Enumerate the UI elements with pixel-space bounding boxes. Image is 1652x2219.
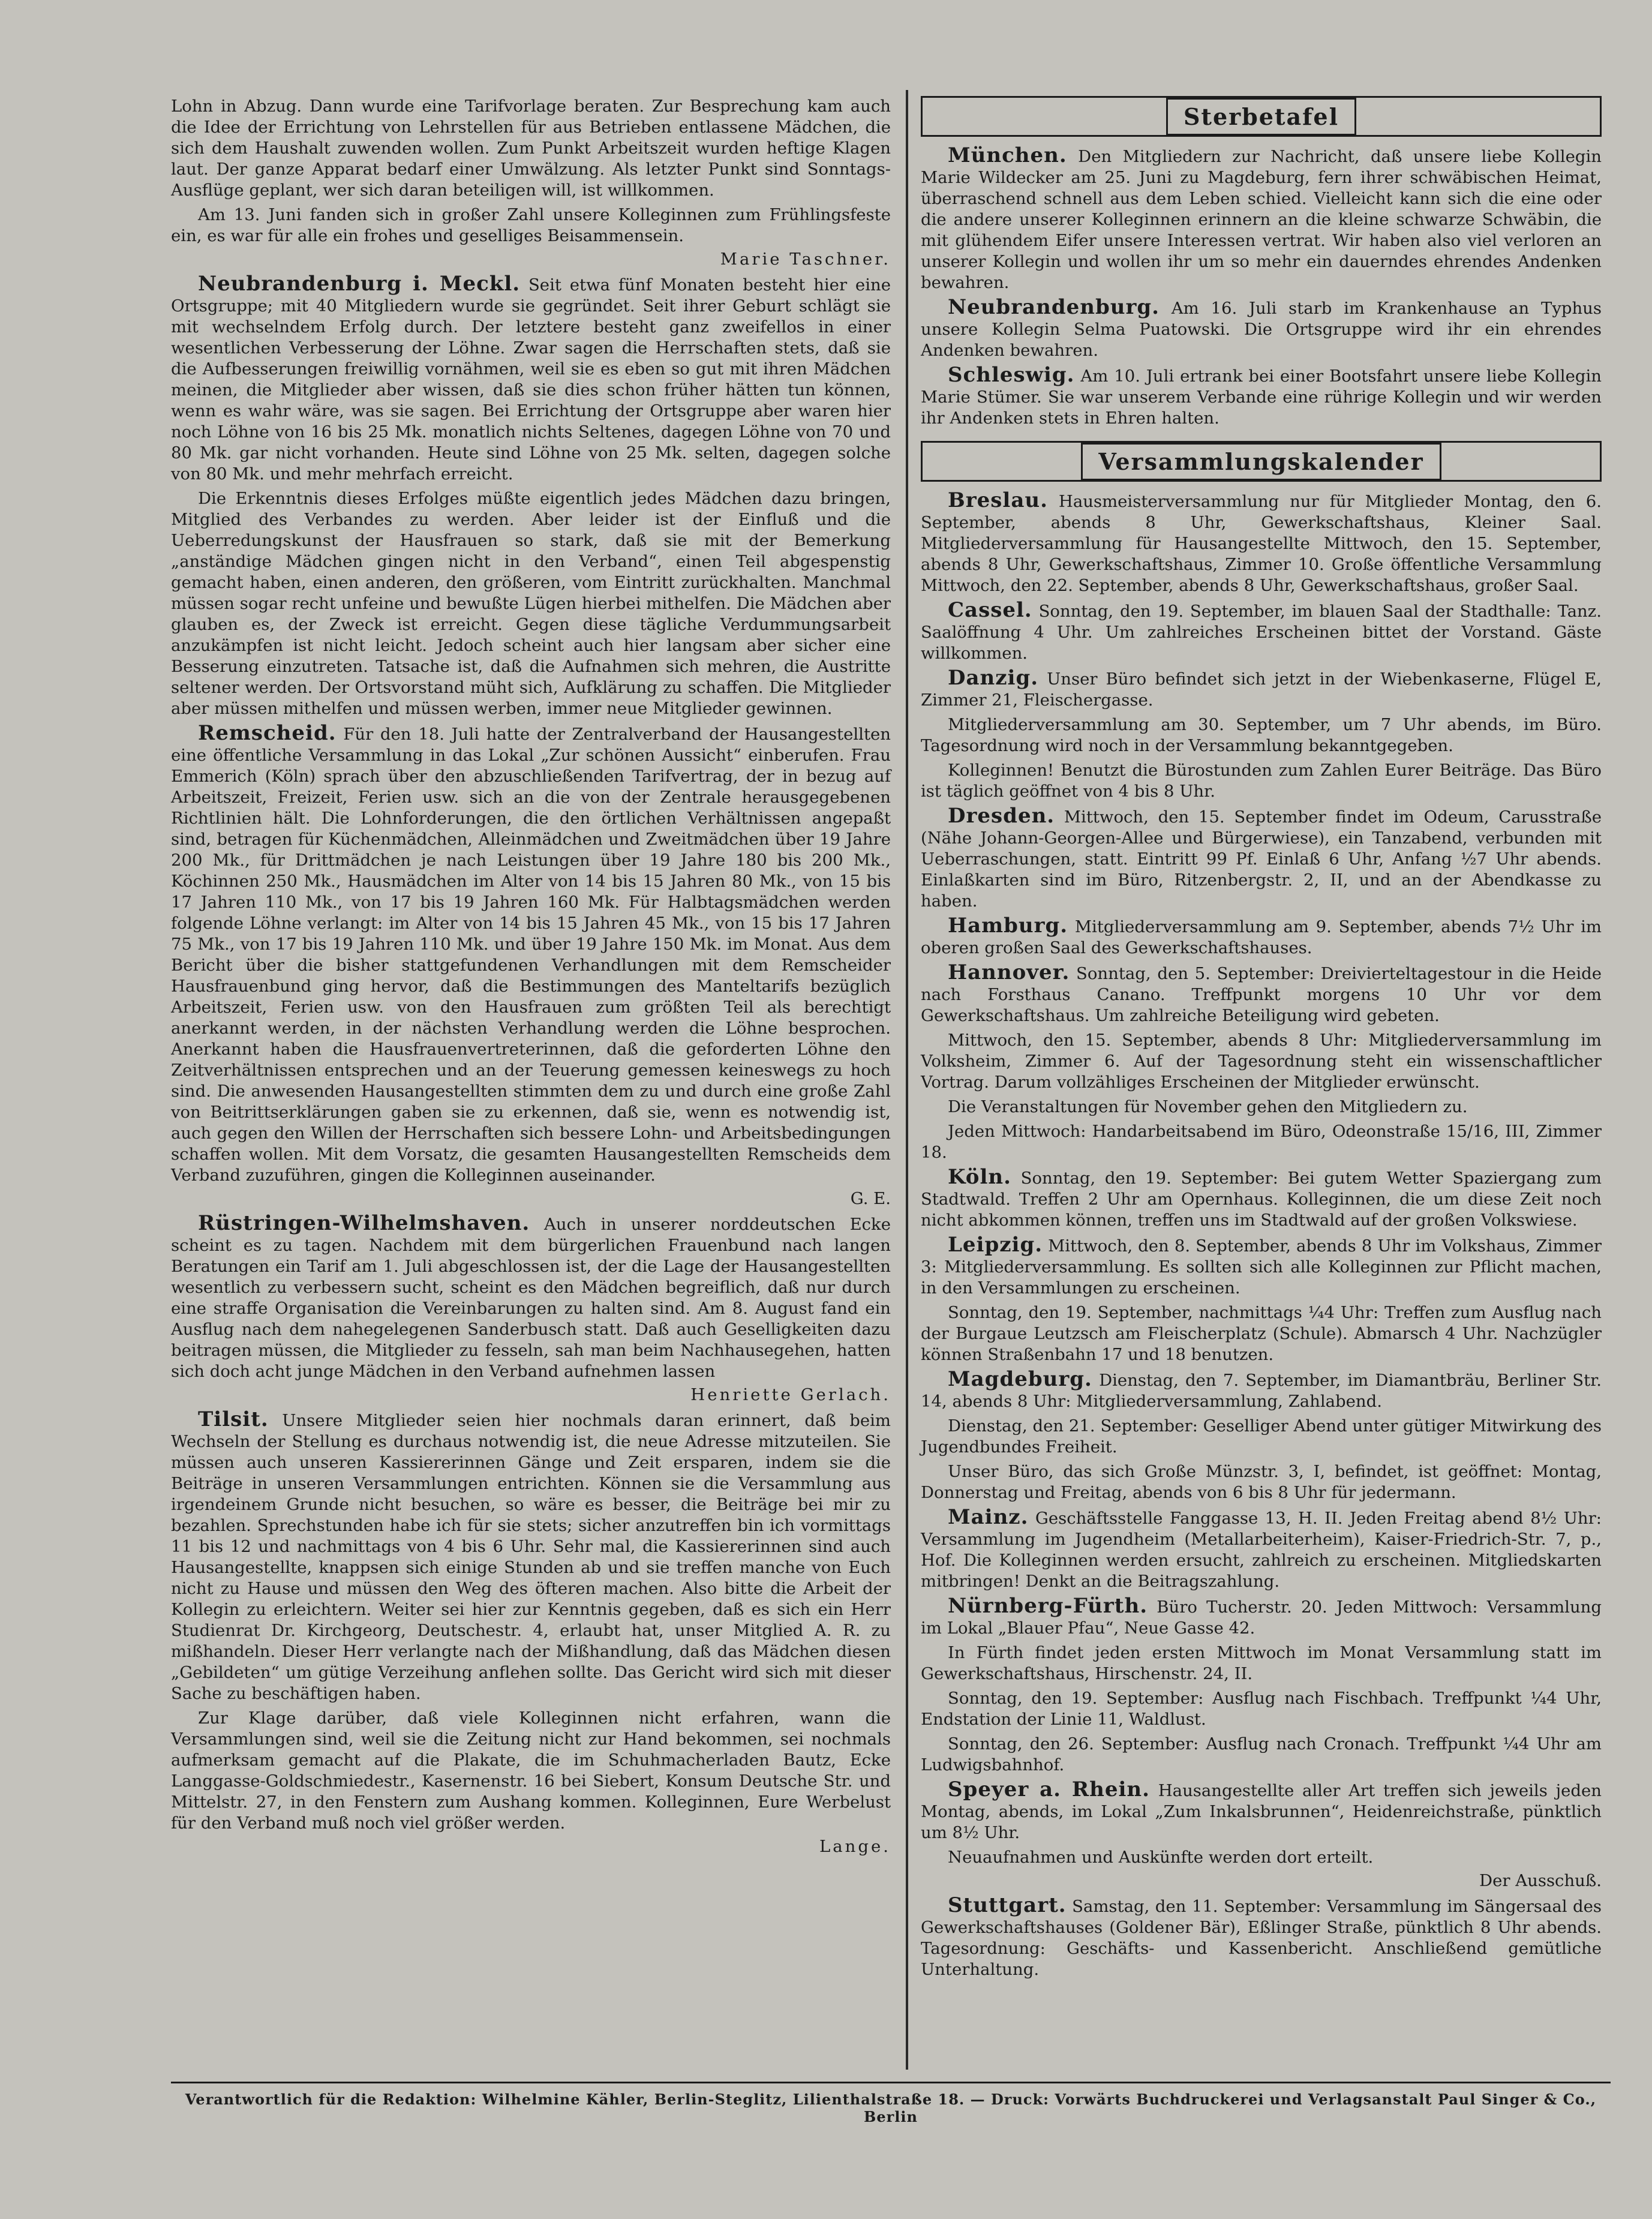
calendar-entry <box>921 600 1602 664</box>
calendar-entry <box>921 714 1602 756</box>
calendar-entry <box>921 1121 1602 1163</box>
calendar-entry <box>921 1734 1602 1776</box>
calendar-entry <box>921 1461 1602 1503</box>
calendar-entry <box>921 1688 1602 1730</box>
imprint-footer: Verantwortlich für die Redaktion: Wilhelmine Kähler, Berlin-Steglitz, Lilienthalstraße 18. — Druck: Vorwärts Buchdruckerei und Verlagsanstalt Paul Singer & Co., Berlin <box>171 2082 1611 2125</box>
sterbetafel-header <box>921 96 1602 137</box>
calendar-text: Sonntag, den 19. September: Ausflug nach Fischbach. Treffpunkt ¼4 Uhr, Endstation der Linie 11, Waldlust. <box>921 1689 1602 1729</box>
calendar-text: Mitgliederversammlung am 9. September, abends 7½ Uhr im oberen großen Saal des Gewerkschaftshauses. <box>921 917 1602 957</box>
article-text: Für den 18. Juli hatte der Zentralverband der Hausangestellten eine öffentliche Versammlung in das Lokal „Zur schönen Aussicht“ einberufen. Frau Emmerich (Köln) sprach über den abzuschließenden Tarifvertrag, der in bezug auf Arbeitszeit, Freizeit, Ferien usw. sich an die von der Zentrale herausgegebenen Richtlinien hält. Die Lohnforderungen, die den örtlichen Verhältnissen angepaßt sind, betragen für Küchenmädchen, Alleinmädchen und Zweitmädchen über 19 Jahre 200 Mk., für Drittmädchen je nach Leistungen über 19 Jahre 180 bis 200 Mk., Köchinnen 250 Mk., Hausmädchen im Alter von 14 bis 15 Jahren 80 Mk., von 15 bis 17 Jahren 110 Mk., von 17 bis 19 Jahren 160 Mk. Für Halbtagsmädchen werden folgende Löhne verlangt: im Alter von 14 bis 15 Jahren 45 Mk., von 15 bis 17 Jahren 75 Mk., von 17 bis 19 Jahren 110 Mk. und über 19 Jahre 150 Mk. im Monat. Aus dem Bericht über die bisher stattgefundenen Verhandlungen mit dem Remscheider Hausfrauenbund ging hervor, daß die Bestimmungen des Manteltarifs bezüglich Arbeitszeit, Ferien usw. von den Hausfrauen zum größten Teil als berechtigt anerkannt werden, in der nächsten Verhandlung werden die Löhne besprochen. Anerkannt haben die Hausfrauenvertreterinnen, daß die geforderten Löhne den Zeitverhältnissen entsprechen und an der Teuerung gemessen keineswegs zu hoch sind. Die anwesenden Hausangestellten stimmten dem zu und durch eine große Zahl von Beitrittserklärungen gaben sie zu erkennen, daß sie, wenn es notwendig ist, auch gegen den Willen der Herrschaften sich bessere Lohn- und Arbeitsbedingungen schaffen wollen. Mit dem Vorsatz, die gesamten Hausangestellten Remscheids dem Verband zuzuführen, gingen die Kolleginnen auseinander. <box>171 725 891 1185</box>
calendar-entry <box>921 1507 1602 1592</box>
calendar-text: Sonntag, den 19. September: Bei gutem Wetter Spaziergang zum Stadtwald. Treffen 2 Uhr am Opernhaus. Kolleginnen, die um diese Zeit noch nicht abkommen können, treffen uns im Stadtwald auf der großen Volkswiese. <box>921 1169 1602 1230</box>
article-text: Unsere Mitglieder seien hier nochmals daran erinnert, daß beim Wechseln der Stellung es durchaus notwendig ist, die neue Adresse mitzuteilen. Sie müssen auch unseren Kassiererinnen Gänge und Zeit ersparen, indem sie die Beiträge in unseren Versammlungen entrichten. Können sie die Versammlung aus irgendeinem Grunde nicht besuchen, so wäre es besser, die Beiträge bei mir zu bezahlen. Sprechstunden habe ich für sie stets; sicher anzutreffen bin ich vormittags 11 bis 12 und nachmittags von 4 bis 6 Uhr. Sehr mal, die Kassiererinnen sind auch Hausangestellte, knappsen sich einige Stunden ab und sie treffen manche von Euch nicht zu Hause und müssen den Weg des öfteren machen. Also bitte die Arbeit der Kollegin zu erleichtern. Weiter sei hier zur Kenntnis gegeben, daß es sich ein Herr Studienrat Dr. Kirchgeorg, Deutschestr. 4, erlaubt hat, unser Mitglied A. R. zu mißhandeln. Dieser Herr verlangte nach der Mißhandlung, daß das Mädchen diesen „Gebildeten“ um gütige Verzeihung anflehen sollte. Das Gericht wird sich mit dieser Sache zu beschäftigen haben. <box>171 1411 891 1703</box>
signature: Lange. <box>819 1837 891 1856</box>
calendar-entry <box>921 490 1602 596</box>
calendar-entry <box>921 668 1602 711</box>
place-heading: Mainz. <box>948 1505 1029 1529</box>
place-heading: Hamburg. <box>948 914 1068 938</box>
article-ruestringen <box>171 1213 891 1382</box>
calendar-entry <box>921 962 1602 1026</box>
calendar-entry <box>921 915 1602 959</box>
place-heading: Hannover. <box>948 960 1070 984</box>
article-tilsit <box>171 1409 891 1704</box>
place-heading: Nürnberg-Fürth. <box>948 1594 1148 1618</box>
calendar-text: Hausangestellte aller Art treffen sich jeweils jeden Montag, abends, im Lokal „Zum Inkalsbrunnen“, Heidenreichstraße, pünktlich um 8½ Uhr. <box>921 1781 1602 1842</box>
calendar-entry <box>921 1416 1602 1458</box>
section-title: Versammlungskalender <box>1081 443 1441 481</box>
place-heading: Tilsit. <box>198 1407 269 1431</box>
intro-paragraph: Lohn in Abzug. Dann wurde eine Tarifvorlage beraten. Zur Besprechung kam auch die Idee der Errichtung von Lehrstellen für aus Betrieben entlassene Mädchen, die sich dem Haushalt zuwenden wollen. Zum Punkt Arbeitszeit wurden heftige Klagen laut. Der ganze Apparat bedarf einer Umwälzung. Als letzter Punkt sind Sonntags-Ausflüge geplant, wer sich daran beteiligen will, ist willkommen. <box>171 97 891 200</box>
place-heading: Remscheid. <box>198 721 337 745</box>
calendar-text: Unser Büro befindet sich jetzt in der Wiebenkaserne, Flügel E, Zimmer 21, Fleischergasse. <box>921 669 1602 710</box>
calendar-text: Geschäftsstelle Fanggasse 13, H. II. Jeden Freitag abend 8½ Uhr: Versammlung im Jugendheim (Metallarbeiterheim), Kaiser-Friedrich-Str. 7, p., Hof. Die Kolleginnen werden ersucht, zahlreich zu erscheinen. Mitgliedskarten mitbringen! Denkt an die Beitragszahlung. <box>921 1509 1602 1591</box>
calendar-entry <box>921 1895 1602 1980</box>
left-column <box>171 96 891 1861</box>
article-text: Seit etwa fünf Monaten besteht hier eine Ortsgruppe; mit 40 Mitgliedern wurde sie gegründet. Seit ihrer Geburt schlägt sie mit wechselndem Erfolg durch. Der letztere besteht ganz zweifellos in einer wesentlichen Verbesserung der Löhne. Zwar sagen die Herrschaften stets, daß sie die Aufbesserungen freiwillig vornähmen, weil sie es eben so gut mit ihren Mädchen meinen, die Mitglieder aber wissen, daß sie dies schon früher hätten tun können, wenn es wahr wäre, was sie sagen. Bei Errichtung der Ortsgruppe aber waren hier noch Löhne von 16 bis 25 Mk. monatlich nichts Seltenes, dagegen Löhne von 70 und 80 Mk. gar nicht vorhanden. Heute sind Löhne von 25 Mk. selten, dagegen solche von 80 Mk. und mehr mehrfach erreicht. <box>171 275 891 484</box>
calendar-entry <box>921 1596 1602 1639</box>
calendar-text: Jeden Mittwoch: Handarbeitsabend im Büro, Odeonstraße 15/16, III, Zimmer 18. <box>921 1122 1602 1162</box>
place-heading: Rüstringen-Wilhelmshaven. <box>198 1211 530 1235</box>
signature: Der Ausschuß. <box>1479 1871 1602 1890</box>
place-heading: Köln. <box>948 1165 1011 1189</box>
calendar-entry <box>921 1235 1602 1299</box>
column-divider <box>906 90 908 2070</box>
calendar-text: Mittwoch, den 8. September, abends 8 Uhr im Volkshaus, Zimmer 3: Mitgliederversammlung. Es sollten sich alle Kolleginnen zur Pflicht machen, in den Versammlungen zu erscheinen. <box>921 1236 1602 1298</box>
calendar-text: Dienstag, den 7. September, im Diamantbräu, Berliner Str. 14, abends 8 Uhr: Mitgliederversammlung, Zahlabend. <box>921 1371 1602 1411</box>
signature: G. E. <box>850 1189 891 1208</box>
calendar-text: Mittwoch, den 15. September, abends 8 Uhr: Mitgliederversammlung im Volksheim, Zimmer 6. Auf der Tagesordnung steht ein wissenschaftlicher Vortrag. Darum vollzähliges Erscheinen der Mitglieder erwünscht. <box>921 1031 1602 1092</box>
place-heading: Leipzig. <box>948 1233 1043 1257</box>
calendar-entry <box>921 1847 1602 1868</box>
place-heading: Stuttgart. <box>948 1893 1067 1917</box>
article-text: Die Erkenntnis dieses Erfolges müßte eigentlich jedes Mädchen dazu bringen, Mitglied des Verbandes zu werden. Aber leider ist der Einfluß und die Ueberredungskunst der Hausfrauen so stark, daß sie mit der Bemerkung „anständige Mädchen gingen nicht in den Verband“, einen Teil abgespenstig gemacht haben, einen anderen, den größeren, vom Eintritt zurückhalten. Manchmal müssen sogar recht unfeine und bewußte Lügen hierbei mithelfen. Die Mädchen aber glauben es, der Zweck ist erreicht. Gegen diese tägliche Verdummungsarbeit anzukämpfen ist nicht leicht. Jedoch scheint auch hier langsam aber sicher eine Besserung einzutreten. Tatsache ist, daß die Aufnahmen sich mehren, die Austritte seltener werden. Der Ortsvorstand müht sich, Aufklärung zu schaffen. Die Mitglieder aber müssen mithelfen und müssen werben, immer neue Mitglieder gewinnen. <box>171 489 891 718</box>
place-heading: Danzig. <box>948 666 1039 690</box>
obituary-schleswig <box>921 365 1602 429</box>
article-text: Auch in unserer norddeutschen Ecke scheint es zu tagen. Nachdem mit dem bürgerlichen Frauenbund nach langen Beratungen ein Tarif am 1. Juli abgeschlossen ist, der die Lage der Hausangestellten wesentlich zu verbessern sucht, scheint es den Mädchen begreiflich, daß nur durch eine straffe Organisation die Vereinbarungen zu halten sind. Am 8. August fand ein Ausflug nach dem nahegelegenen Sanderbusch statt. Daß auch Geselligkeiten dazu beitragen müssen, die Mitglieder zu fesseln, sah man beim Nachhausegehen, hatten sich doch acht junge Mädchen in den Verband aufnehmen lassen <box>171 1215 891 1381</box>
calendar-text: Die Veranstaltungen für November gehen den Mitgliedern zu. <box>948 1097 1468 1116</box>
obituary-text: Am 16. Juli starb im Krankenhause an Typhus unsere Kollegin Selma Puatowski. Die Ortsgruppe wird ihr ein ehrendes Andenken bewahren. <box>921 299 1602 360</box>
calendar-text: Büro Tucherstr. 20. Jeden Mittwoch: Versammlung im Lokal „Blauer Pfau“, Neue Gasse 42. <box>921 1598 1602 1638</box>
signature: Marie Taschner. <box>720 250 891 269</box>
calendar-text: Kolleginnen! Benutzt die Bürostunden zum Zahlen Eurer Beiträge. Das Büro ist täglich geöffnet von 4 bis 8 Uhr. <box>921 761 1602 801</box>
calendar-text: Sonntag, den 5. September: Dreivierteltagestour in die Heide nach Forsthaus Canano. Treffpunkt morgens 10 Uhr vor dem Gewerkschaftshaus. Um zahlreiche Beteiligung wird gebeten. <box>921 964 1602 1025</box>
place-heading: Dresden. <box>948 804 1055 828</box>
place-heading: Breslau. <box>948 488 1048 512</box>
place-heading: Cassel. <box>948 598 1032 622</box>
obituary-text: Am 10. Juli ertrank bei einer Bootsfahrt unsere liebe Kollegin Marie Stümer. Sie war unserem Verbande eine rührige Kollegin und wir werden ihr Andenken stets in Ehren halten. <box>921 367 1602 428</box>
calendar-text: Sonntag, den 19. September, nachmittags ¼4 Uhr: Treffen zum Ausflug nach der Burgaue Leutzsch am Fleischerplatz (Schule). Abmarsch 4 Uhr. Nachzügler können Straßenbahn 17 und 18 benutzen. <box>921 1303 1602 1364</box>
right-column <box>921 96 1602 1984</box>
calendar-text: Samstag, den 11. September: Versammlung im Sängersaal des Gewerkschaftshauses (Goldener Bär), Eßlinger Straße, pünktlich 8 Uhr abends. Tagesordnung: Geschäfts- und Kassenbericht. Anschließend gemütliche Unterhaltung. <box>921 1897 1602 1979</box>
calendar-text: Sonntag, den 19. September, im blauen Saal der Stadthalle: Tanz. Saalöffnung 4 Uhr. Um zahlreiches Erscheinen bittet der Vorstand. Gäste willkommen. <box>921 602 1602 663</box>
intro-paragraph: Am 13. Juni fanden sich in großer Zahl unsere Kolleginnen zum Frühlingsfeste ein, es war für alle ein frohes und geselliges Beisammensein. <box>171 205 891 245</box>
calendar-text: Dienstag, den 21. September: Geselliger Abend unter gütiger Mitwirkung des Jugendbundes Freiheit. <box>921 1416 1602 1457</box>
place-heading: Neubrandenburg. <box>948 295 1160 319</box>
calendar-list <box>921 490 1602 1980</box>
article-neubrandenburg <box>171 274 891 485</box>
place-heading: Schleswig. <box>948 363 1075 387</box>
calendar-text: In Fürth findet jeden ersten Mittwoch im Monat Versammlung statt im Gewerkschaftshaus, Hirschenstr. 24, II. <box>921 1643 1602 1683</box>
calendar-entry <box>921 760 1602 802</box>
calendar-entry <box>921 1779 1602 1843</box>
calendar-entry <box>921 806 1602 912</box>
place-heading: Magdeburg. <box>948 1367 1092 1391</box>
kalender-header <box>921 441 1602 482</box>
calendar-entry <box>921 1030 1602 1093</box>
calendar-entry <box>921 1097 1602 1118</box>
place-heading: München. <box>948 143 1067 167</box>
article-text: Zur Klage darüber, daß viele Kolleginnen nicht erfahren, wann die Versammlungen sind, weil sie die Zeitung nicht zur Hand bekommen, sei nochmals aufmerksam gemacht auf die Plakate, die im Schuhmacherladen Bautz, Ecke Langgasse-Goldschmiedestr., Kasernenstr. 16 bei Siebert, Konsum Deutsche Str. und Mittelstr. 27, in den Fenstern zum Aushang kommen. Kolleginnen, Eure Werbelust für den Verband muß noch viel größer werden. <box>171 1708 891 1833</box>
calendar-text: Hausmeisterversammlung nur für Mitglieder Montag, den 6. September, abends 8 Uhr, Gewerkschaftshaus, Kleiner Saal. Mitgliederversammlung für Hausangestellte Mittwoch, den 15. September, abends 8 Uhr, Gewerkschaftshaus, Zimmer 10. Große öffentliche Versammlung Mittwoch, den 22. September, abends 8 Uhr, Gewerkschaftshaus, großer Saal. <box>921 492 1602 595</box>
obituary-text: Den Mitgliedern zur Nachricht, daß unsere liebe Kollegin Marie Wildecker am 25. Juni zu Magdeburg, fern ihrer schwäbischen Heimat, überraschend schnell aus dem Leben schied. Vielleicht kann sich die eine oder die andere unserer Kolleginnen erinnern an die kleine schwarze Schwäbin, die mit glühendem Eifer unsere Interessen vertrat. Wir haben also viel verloren an unserer Kollegin und wollen ihr um so mehr ein dauerndes ehrendes Andenken bewahren. <box>921 147 1602 292</box>
calendar-entry <box>921 1369 1602 1412</box>
obituary-muenchen <box>921 145 1602 293</box>
calendar-text: Sonntag, den 26. September: Ausflug nach Cronach. Treffpunkt ¼4 Uhr am Ludwigsbahnhof. <box>921 1734 1602 1774</box>
calendar-text: Mitgliederversammlung am 30. September, um 7 Uhr abends, im Büro. Tagesordnung wird noch in der Versammlung bekanntgegeben. <box>921 715 1602 755</box>
obituary-neubrandenburg <box>921 297 1602 361</box>
article-remscheid <box>171 723 891 1186</box>
calendar-entry <box>921 1167 1602 1231</box>
signature: Henriette Gerlach. <box>690 1385 891 1404</box>
place-heading: Speyer a. Rhein. <box>948 1777 1150 1801</box>
place-heading: Neubrandenburg i. Meckl. <box>198 272 521 296</box>
calendar-text: Neuaufnahmen und Auskünfte werden dort erteilt. <box>948 1848 1374 1867</box>
calendar-text: Unser Büro, das sich Große Münzstr. 3, I, befindet, ist geöffnet: Montag, Donnerstag und Freitag, abends von 6 bis 8 Uhr für jedermann. <box>921 1462 1602 1502</box>
calendar-text: Mittwoch, den 15. September findet im Odeum, Carusstraße (Nähe Johann-Georgen-Allee und Bürgerwiese), ein Tanzabend, verbunden mit Ueberraschungen, statt. Eintritt 99 Pf. Einlaß 6 Uhr, Anfang ½7 Uhr abends. Einlaßkarten sind im Büro, Ritzenbergstr. 2, II, und an der Abendkasse zu haben. <box>921 807 1602 911</box>
section-title: Sterbetafel <box>1166 98 1356 136</box>
calendar-entry <box>921 1643 1602 1684</box>
calendar-entry <box>921 1302 1602 1365</box>
